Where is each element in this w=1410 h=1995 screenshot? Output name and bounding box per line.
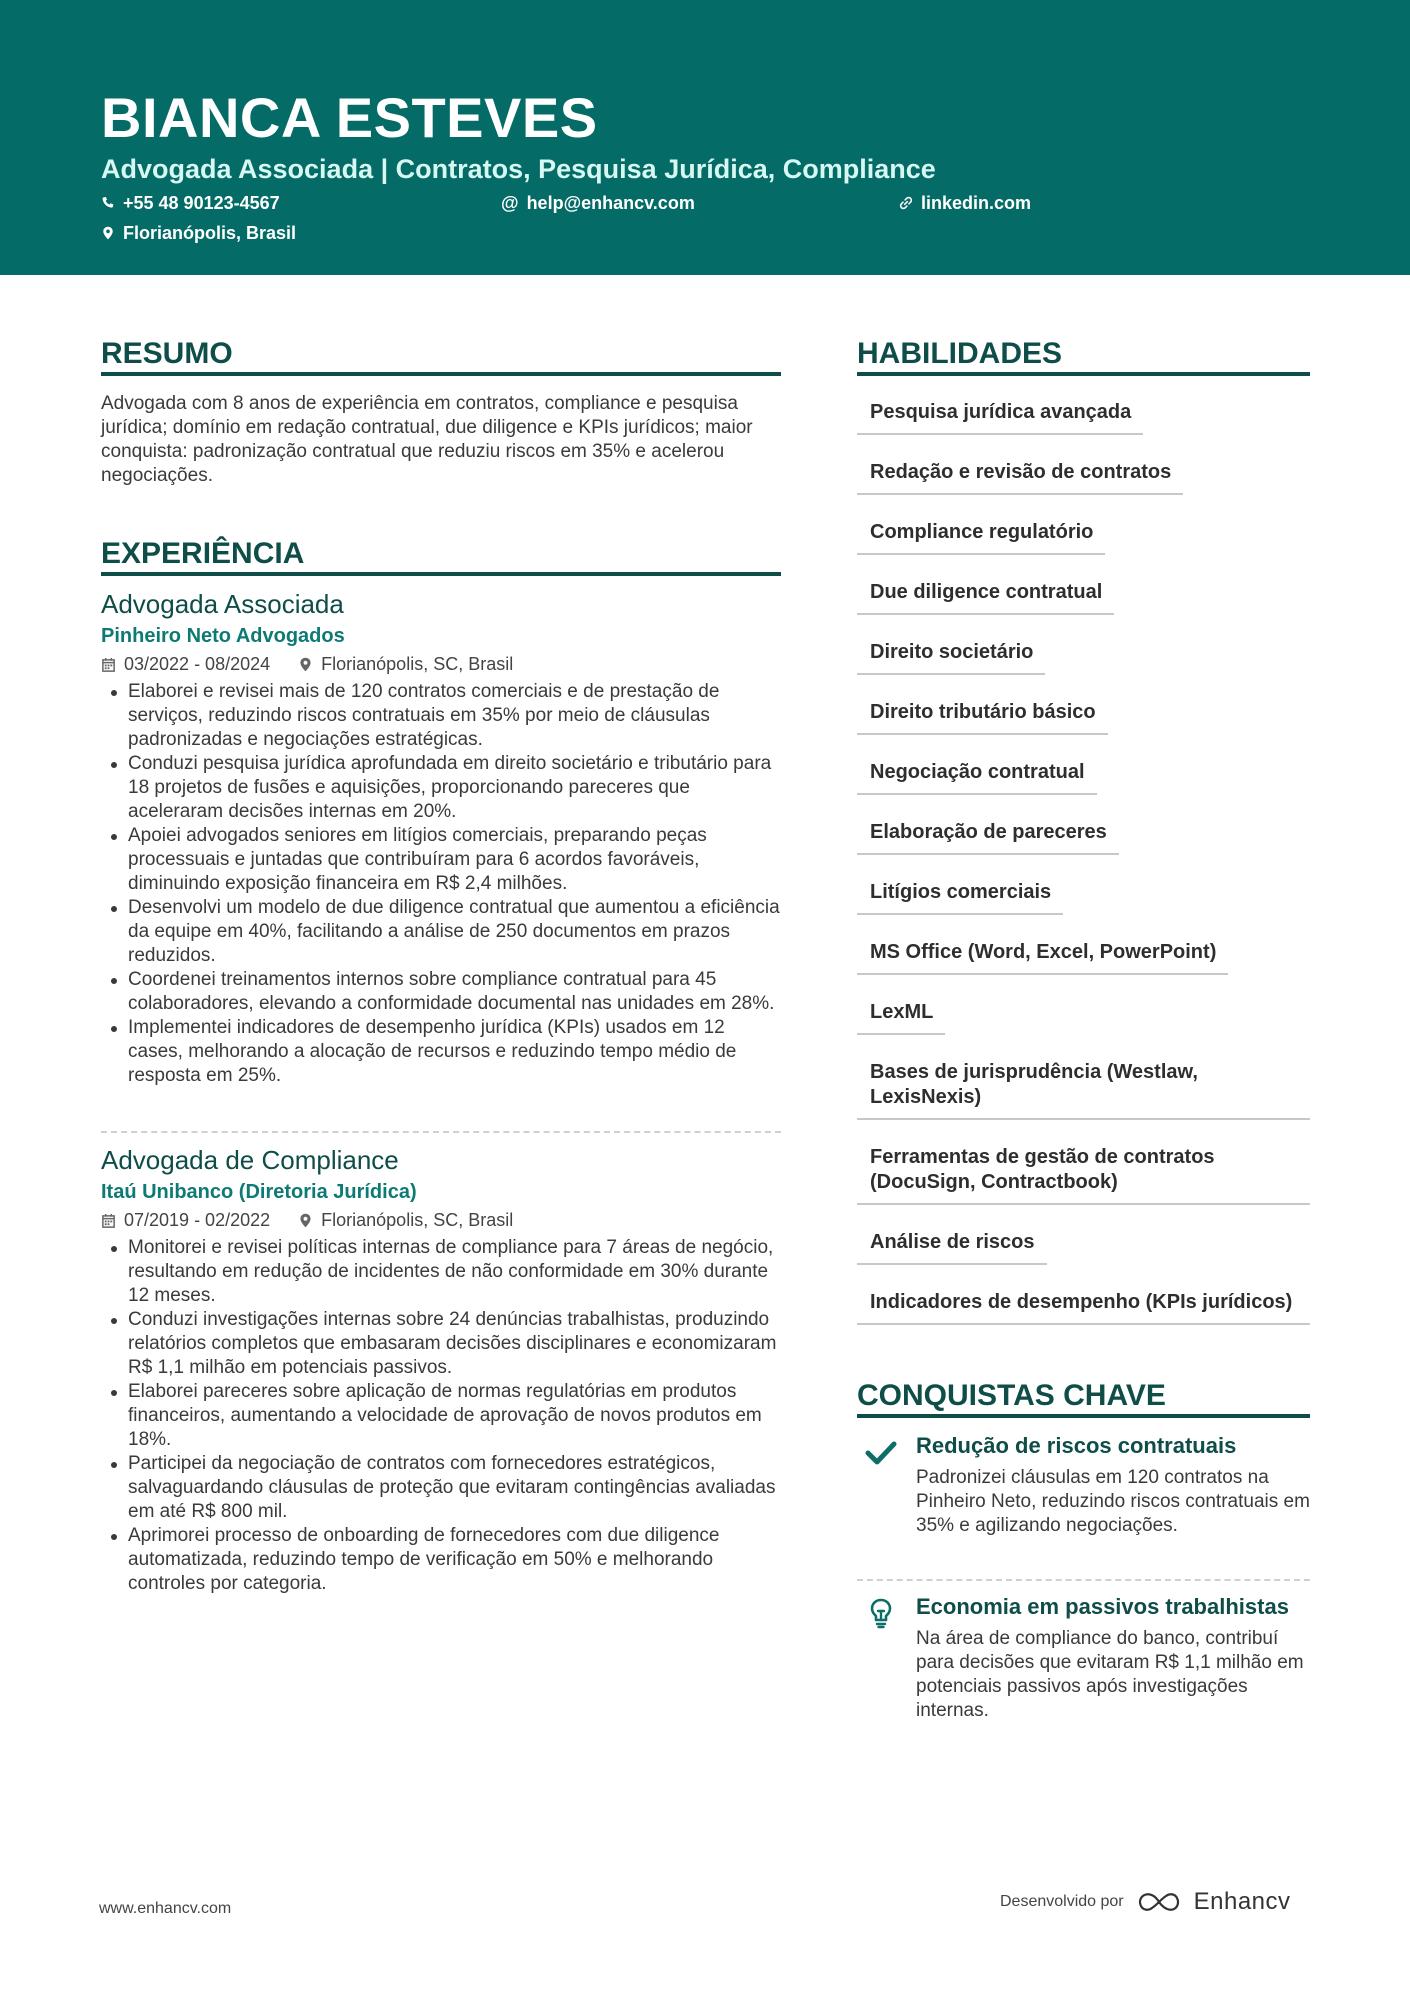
achievement-title: Economia em passivos trabalhistas <box>916 1594 1289 1619</box>
job-dates: 03/2022 - 08/2024 <box>101 652 270 676</box>
job-meta <box>101 1208 781 1232</box>
skill-tag: Litígios comerciais <box>857 868 1063 915</box>
header-banner <box>0 0 1410 275</box>
job-dates: 07/2019 - 02/2022 <box>101 1208 270 1232</box>
linkedin-text[interactable]: linkedin.com <box>921 193 1032 213</box>
job-entry <box>101 1144 781 1596</box>
skill-tag: Bases de jurisprudência (Westlaw, LexisNexis) <box>857 1048 1310 1120</box>
job-entry <box>101 588 781 1088</box>
footer-brand: Enhancv <box>1193 1888 1291 1915</box>
skill-tag: Elaboração de pareceres <box>857 808 1119 855</box>
summary-title: RESUMO <box>101 337 233 370</box>
checkmark-icon <box>865 1436 897 1468</box>
contact-email[interactable] <box>501 192 695 214</box>
link-icon <box>899 196 913 210</box>
summary-text: Advogada com 8 anos de experiência em contratos, compliance e pesquisa jurídica; domínio em redação contratual, due diligence e KPIs jurídicos; maior conquista: padronização contratual que reduziu riscos em 35% e acelerou negociações. <box>101 393 753 486</box>
candidate-headline: Advogada Associada | Contratos, Pesquisa Jurídica, Compliance <box>101 154 936 184</box>
skills-list <box>857 388 1310 1338</box>
calendar-icon <box>101 657 116 672</box>
bullet-item: Conduzi investigações internas sobre 24 denúncias trabalhistas, produzindo relatórios completos que embasaram decisões disciplinares e economizaram R$ 1,1 milhão em potenciais passivos. <box>101 1308 781 1380</box>
achievement-title: Redução de riscos contratuais <box>916 1433 1237 1458</box>
contact-location <box>101 222 296 244</box>
achievement-item <box>857 1432 1310 1538</box>
experience-rule <box>101 572 781 576</box>
phone-text: +55 48 90123-4567 <box>123 193 280 213</box>
bullet-item: Monitorei e revisei políticas internas de compliance para 7 áreas de negócio, resultando em redução de incidentes de não conformidade em 30% durante 12 meses. <box>101 1236 781 1308</box>
lightbulb-icon <box>865 1597 897 1629</box>
job-divider <box>101 1131 781 1133</box>
achievement-item <box>857 1593 1310 1723</box>
candidate-name: BIANCA ESTEVES <box>101 86 598 149</box>
achievements-rule <box>857 1414 1310 1418</box>
bullet-item: Apoiei advogados seniores em litígios comerciais, preparando peças processuais e juntadas que contribuíram para 6 acordos favoráveis, diminuindo exposição financeira em R$ 2,4 milhões. <box>101 824 781 896</box>
job-title: Advogada de Compliance <box>101 1145 399 1175</box>
job-bullets <box>101 1236 781 1596</box>
job-bullets <box>101 680 781 1088</box>
job-meta <box>101 652 781 676</box>
skill-tag: MS Office (Word, Excel, PowerPoint) <box>857 928 1228 975</box>
skill-tag: Pesquisa jurídica avançada <box>857 388 1143 435</box>
job-company: Pinheiro Neto Advogados <box>101 625 345 647</box>
skill-tag: Direito tributário básico <box>857 688 1108 735</box>
job-location: Florianópolis, SC, Brasil <box>298 1208 513 1232</box>
summary-rule <box>101 372 781 376</box>
location-pin-icon <box>298 1213 313 1228</box>
achievement-text: Na área de compliance do banco, contribuí para decisões que evitaram R$ 1,1 milhão em potenciais passivos após investigações internas. <box>916 1628 1304 1721</box>
email-text[interactable]: help@enhancv.com <box>526 193 695 213</box>
achievement-text: Padronizei cláusulas em 120 contratos na Pinheiro Neto, reduzindo riscos contratuais em 35% e agilizando negociações. <box>916 1467 1310 1536</box>
contact-phone <box>101 192 280 214</box>
calendar-icon <box>101 1213 116 1228</box>
footer-branding <box>1000 1888 1291 1916</box>
skill-tag: Análise de riscos <box>857 1218 1047 1265</box>
skill-tag: Direito societário <box>857 628 1045 675</box>
bullet-item: Aprimorei processo de onboarding de fornecedores com due diligence automatizada, reduzindo tempo de verificação em 50% e melhorando controles por categoria. <box>101 1524 781 1596</box>
skill-tag: Ferramentas de gestão de contratos (DocuSign, Contractbook) <box>857 1133 1310 1205</box>
job-location: Florianópolis, SC, Brasil <box>298 652 513 676</box>
bullet-item: Implementei indicadores de desempenho jurídica (KPIs) usados em 12 cases, melhorando a alocação de recursos e reduzindo tempo médio de resposta em 25%. <box>101 1016 781 1088</box>
location-pin-icon <box>101 226 115 240</box>
contact-linkedin[interactable] <box>899 192 1031 214</box>
location-pin-icon <box>298 657 313 672</box>
bullet-item: Participei da negociação de contratos com fornecedores estratégicos, salvaguardando cláusulas de proteção que evitaram contingências avaliadas em até R$ 800 mil. <box>101 1452 781 1524</box>
at-icon: @ <box>501 193 519 213</box>
experience-title: EXPERIÊNCIA <box>101 537 305 570</box>
bullet-item: Elaborei pareceres sobre aplicação de normas regulatórias em produtos financeiros, aumentando a velocidade de aprovação de novos produtos em 18%. <box>101 1380 781 1452</box>
job-company: Itaú Unibanco (Diretoria Jurídica) <box>101 1181 417 1203</box>
skill-tag: Redação e revisão de contratos <box>857 448 1183 495</box>
footer-powered-by: Desenvolvido por <box>1000 1893 1124 1910</box>
skills-title: HABILIDADES <box>857 337 1063 370</box>
job-title: Advogada Associada <box>101 589 344 619</box>
skill-tag: Negociação contratual <box>857 748 1097 795</box>
achievement-divider <box>857 1579 1310 1581</box>
bullet-item: Desenvolvi um modelo de due diligence contratual que aumentou a eficiência da equipe em 40%, facilitando a análise de 250 documentos em prazos reduzidos. <box>101 896 781 968</box>
footer-website[interactable]: www.enhancv.com <box>99 1900 232 1917</box>
skill-tag: Indicadores de desempenho (KPIs jurídicos) <box>857 1278 1310 1325</box>
skill-tag: Compliance regulatório <box>857 508 1105 555</box>
skill-tag: Due diligence contratual <box>857 568 1114 615</box>
enhancv-logo-icon <box>1136 1890 1182 1914</box>
bullet-item: Coordenei treinamentos internos sobre compliance contratual para 45 colaboradores, elevando a conformidade documental nas unidades em 28%. <box>101 968 781 1016</box>
phone-icon <box>101 196 115 210</box>
bullet-item: Elaborei e revisei mais de 120 contratos comerciais e de prestação de serviços, reduzindo riscos contratuais em 35% por meio de cláusulas padronizadas e negociações estratégicas. <box>101 680 781 752</box>
bullet-item: Conduzi pesquisa jurídica aprofundada em direito societário e tributário para 18 projetos de fusões e aquisições, proporcionando pareceres que aceleraram decisões internas em 20%. <box>101 752 781 824</box>
achievements-title: CONQUISTAS CHAVE <box>857 1379 1166 1412</box>
skills-rule <box>857 372 1310 376</box>
skill-tag: LexML <box>857 988 945 1035</box>
location-text: Florianópolis, Brasil <box>123 223 297 243</box>
